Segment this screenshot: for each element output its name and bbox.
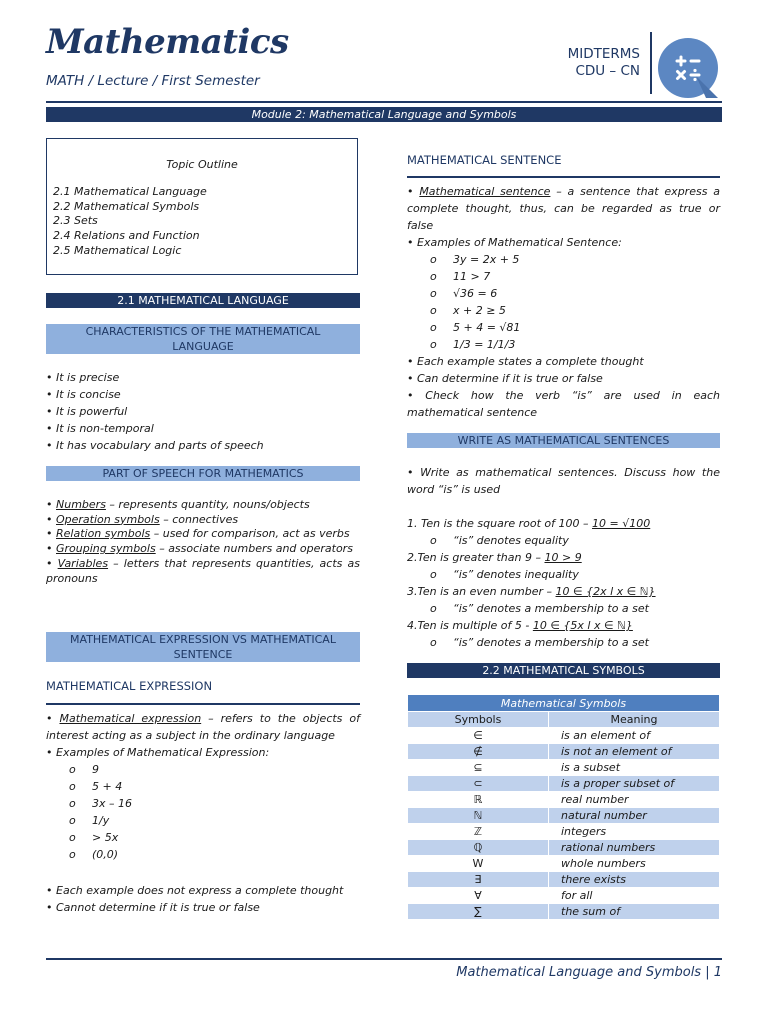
expression-vs-sentence-text: MATHEMATICAL EXPRESSION VS MATHEMATICAL SENTENCE (70, 633, 336, 661)
list-item: o 1/y (69, 814, 110, 827)
list-item: • Relation symbols – used for comparison, act as verbs (46, 527, 350, 541)
list-item: • Variables – letters that represents quantities, acts as pronouns (46, 556, 360, 585)
outline-item: 2.3 Sets (53, 214, 98, 228)
expression-body (46, 710, 360, 863)
list-item: o 3x – 16 (69, 797, 132, 810)
list-item: o 9 (69, 763, 99, 776)
column-header-meaning: Meaning (549, 712, 720, 728)
sentence-heading-rule (407, 176, 720, 178)
section-title-mathematical-language: 2.1 MATHEMATICAL LANGUAGE (46, 293, 360, 308)
table-row: ∉ is not an element of (408, 744, 720, 760)
term-label (540, 46, 640, 80)
list-item: o 1/3 = 1/1/3 (430, 338, 516, 351)
sentence-heading: MATHEMATICAL SENTENCE (407, 153, 562, 167)
list-item: o (0,0) (69, 848, 119, 861)
table-row: W whole numbers (408, 856, 720, 872)
list-item: o 3y = 2x + 5 (430, 253, 520, 266)
topic-outline-list (53, 185, 357, 259)
table-row: ∃ there exists (408, 872, 720, 888)
footer-rule (46, 958, 722, 960)
list-item: o “is” denotes a membership to a set (430, 636, 649, 649)
parts-of-speech-title: PART OF SPEECH FOR MATHEMATICS (46, 466, 360, 481)
list-item: • Grouping symbols – associate numbers and operators (46, 542, 353, 556)
list-item: 2.Ten is greater than 9 – 10 > 9 (407, 551, 582, 564)
list-item: • Write as mathematical sentences. Discuss how the word “is” is used (407, 466, 720, 496)
list-item: o 11 > 7 (430, 270, 491, 283)
list-item: 3.Ten is an even number – 10 ∈ {2x l x ∈ ℕ} (407, 585, 656, 598)
expression-vs-sentence-title (46, 632, 360, 662)
list-item: • It is non-temporal (46, 422, 154, 435)
list-item: • It is concise (46, 388, 121, 401)
expression-examples-label: • Examples of Mathematical Expression: (46, 746, 270, 759)
list-item: • It has vocabulary and parts of speech (46, 439, 264, 452)
table-row: ℝ real number (408, 792, 720, 808)
outline-item: 2.1 Mathematical Language (53, 185, 207, 198)
list-item: 1. Ten is the square root of 100 – 10 = √100 (407, 517, 651, 530)
write-as-sentences-intro (407, 464, 720, 498)
list-item: o “is” denotes a membership to a set (430, 602, 649, 615)
header-rule (46, 101, 722, 103)
list-item: • Check how the verb “is” are used in each mathematical sentence (407, 389, 720, 419)
expression-notes (46, 882, 360, 916)
characteristics-title-text: CHARACTERISTICS OF THE MATHEMATICAL LANGUAGE (85, 325, 321, 353)
symbols-table-caption: Mathematical Symbols (408, 695, 720, 712)
list-item: o √36 = 6 (430, 287, 498, 300)
table-row: ⊂ is a proper subset of (408, 776, 720, 792)
list-item: • Each example does not express a complete thought (46, 884, 344, 897)
term-line-1: MIDTERMS (567, 46, 640, 62)
column-header-symbols: Symbols (408, 712, 549, 728)
term-line-2: CDU – CN (575, 63, 640, 79)
list-item: o “is” denotes equality (430, 534, 569, 547)
page-footer: Mathematical Language and Symbols | 1 (456, 965, 722, 980)
list-item: • Each example states a complete thought (407, 355, 644, 368)
outline-item: 2.5 Mathematical Logic (53, 243, 182, 257)
table-row: ⊆ is a subset (408, 760, 720, 776)
table-row: ℕ natural number (408, 808, 720, 824)
table-row: ℤ integers (408, 824, 720, 840)
table-row: ∑ the sum of (408, 904, 720, 920)
topic-outline-title: Topic Outline (166, 158, 238, 171)
outline-item: 2.2 Mathematical Symbols (53, 199, 200, 213)
list-item: • It is precise (46, 371, 120, 384)
sentence-definition: • Mathematical sentence – a sentence that express a complete thought, thus, can be regarded as true or false (407, 185, 720, 232)
list-item: • Cannot determine if it is true or false (46, 901, 260, 914)
table-row: ∈ is an element of (408, 728, 720, 744)
sentence-examples-label: • Examples of Mathematical Sentence: (407, 236, 622, 249)
parts-of-speech-list (46, 498, 360, 586)
module-title-bar: Module 2: Mathematical Language and Symbols (46, 107, 722, 122)
breadcrumb: MATH / Lecture / First Semester (46, 73, 260, 89)
brand-title: Mathematics (46, 22, 289, 62)
list-item: o 5 + 4 (69, 780, 123, 793)
sentence-body (407, 183, 720, 421)
section-title-mathematical-symbols: 2.2 MATHEMATICAL SYMBOLS (407, 663, 720, 678)
symbols-table (407, 694, 720, 920)
table-row: ℚ rational numbers (408, 840, 720, 856)
characteristics-list (46, 369, 360, 454)
outline-item: 2.4 Relations and Function (53, 229, 200, 243)
expression-heading-rule (46, 703, 360, 705)
list-item: • Can determine if it is true or false (407, 372, 603, 385)
characteristics-title (46, 324, 360, 354)
list-item: • Operation symbols – connectives (46, 512, 239, 526)
list-item: • It is powerful (46, 405, 128, 418)
list-item: 4.Ten is multiple of 5 - 10 ∈ {5x l x ∈ ℕ} (407, 619, 633, 632)
list-item: o 5 + 4 = √81 (430, 321, 521, 334)
calculator-symbols-icon (658, 38, 718, 98)
header-divider (650, 32, 652, 94)
topic-outline-box (46, 138, 358, 275)
table-row: ∀ for all (408, 888, 720, 904)
expression-heading: MATHEMATICAL EXPRESSION (46, 679, 213, 693)
list-item: • Numbers – represents quantity, nouns/objects (46, 498, 310, 511)
write-as-sentences-title: WRITE AS MATHEMATICAL SENTENCES (407, 433, 720, 448)
list-item: o > 5x (69, 831, 119, 844)
write-as-sentences-list (407, 515, 720, 651)
expression-definition: • Mathematical expression – refers to the objects of interest acting as a subject in the ordinary language (46, 712, 360, 742)
list-item: o x + 2 ≥ 5 (430, 304, 506, 317)
list-item: o “is” denotes inequality (430, 568, 579, 581)
